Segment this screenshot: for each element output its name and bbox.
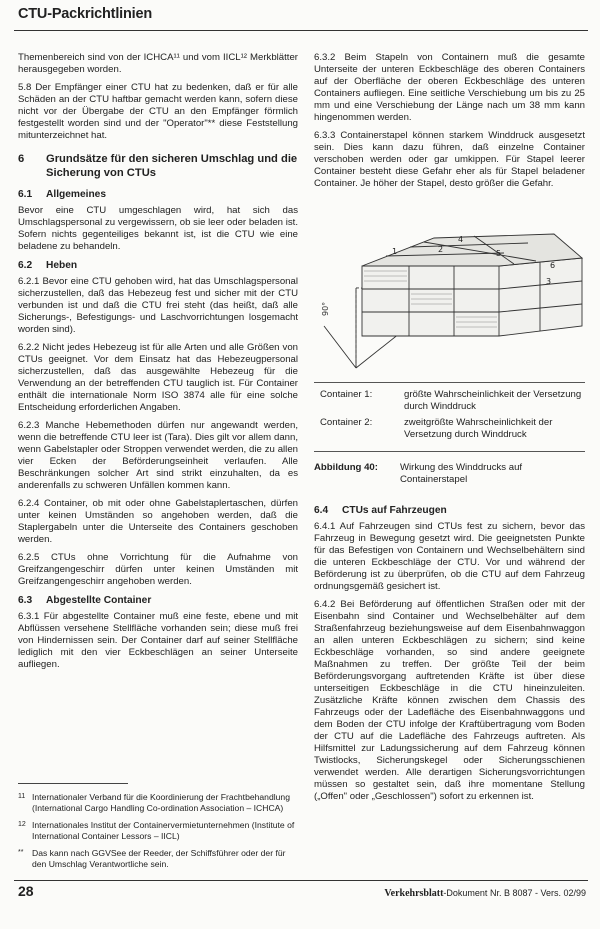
figure-legend — [314, 382, 585, 452]
paragraph-6-4-1: 6.4.1 Auf Fahrzeugen sind CTUs fest zu sichern, bevor das Fahrzeug in Bewegung gesetzt wird. Die geeignetsten Punkte für das Befestigen von Containern und Wechselbehältern sind die unteren Eckbeschläge der CTU. Vor und während der Beförderung ist zu überprüfen, ob die CTU auf dem Fahrzeug ordnungsgemäß gesichert ist. — [314, 521, 585, 592]
paragraph-6-2-3: 6.2.3 Manche Hebemethoden dürfen nur angewandt werden, wenn die betreffende CTU leer ist (Tara). Dies gilt vor allem dann, wenn Gabelstapler oder Stroppen verwendet werden, die zu allen vier Ecken der Beförderungseinheit verlaufen. Alle Beschränkungen solcher Art sind strikt einzuhalten, da es anderenfalls zu schweren Unfällen kommen kann. — [18, 420, 298, 491]
subsection-title: Allgemeines — [46, 189, 107, 200]
paragraph-intro: Themenbereich sind von der ICHCA¹¹ und vom IICL¹² Merkblätter herausgegeben worden. — [18, 52, 298, 75]
container-number-3: 3 — [546, 277, 552, 286]
footnote-11 — [18, 792, 298, 814]
footer-doc-name: Verkehrsblatt — [384, 888, 444, 899]
subsection-number: 6.2 — [18, 260, 33, 271]
container-number-6: 6 — [550, 261, 556, 270]
section-heading-6 — [18, 152, 298, 180]
legend-key: Container 2: — [320, 417, 373, 428]
footnote-mark: 12 — [18, 821, 26, 828]
right-column — [314, 52, 585, 809]
paragraph-6-1: Bevor eine CTU umgeschlagen wird, hat sich das Umschlagspersonal zu vergewissern, ob sie leer oder beladen ist. Sofern nichts gegenteiliges bekannt ist, ist die CTU wie eine beladene zu behandeln. — [18, 205, 298, 252]
paragraph-6-2-1: 6.2.1 Bevor eine CTU gehoben wird, hat das Umschlagspersonal sicherzustellen, daß das Hebezeug fest und sicher mit der CTU verbunden ist und daß die CTU frei steht (das heißt, daß alle Sicherungs-, Befestigungs- und Laschvorrichtungen losgemacht worden sind). — [18, 276, 298, 335]
paragraph-6-2-5: 6.2.5 CTUs ohne Vorrichtung für die Aufnahme von Greifzangengeschirr dürfen unter keinen Umständen mit Greifzangengeschirr angehoben werden. — [18, 552, 298, 587]
container-number-2: 2 — [438, 245, 444, 254]
subsection-title: Heben — [46, 260, 78, 271]
footnote-mark: ** — [18, 849, 24, 856]
footnote-text: Internationaler Verband für die Koordinierung der Frachtbehandlung (International Cargo Handling Co-ordination Association – ICHCA) — [32, 792, 290, 813]
subsection-heading-6-3 — [18, 594, 298, 607]
footer-doc-rest: -Dokument Nr. B 8087 - Vers. 02/99 — [443, 888, 586, 898]
page-number: 28 — [18, 883, 34, 899]
section-title: Grundsätze für den sicheren Umschlag und die Sicherung von CTUs — [46, 153, 298, 179]
paragraph-6-3-3: 6.3.3 Containerstapel können starkem Winddruck ausgesetzt sein. Dies kann dazu führen, daß einzelne Container verschoben werden oder gar umkippen. Für Stapel leerer Container besteht diese Gefahr eher als für Stapel beladener Container. Je höher der Stapel, desto größer die Gefahr. — [314, 130, 585, 189]
figure-caption-label: Abbildung 40: — [314, 462, 378, 473]
paragraph-6-2-2: 6.2.2 Nicht jedes Hebezeug ist für alle Arten und alle Größen von CTUs geeignet. Vor dem Einsatz hat das Hebezeugpersonal sicherzustellen, daß das ausgewählte Hebezeug für die Verwendung an der betreffenden CTU tauglich ist. Für Container enthält die internationale Norm ISO 3874 alle für eine solche Entscheidung erforderlichen Angaben. — [18, 342, 298, 413]
legend-text: größte Wahrscheinlichkeit der Versetzung durch Winddruck — [404, 389, 582, 412]
subsection-title: Abgestellte Container — [46, 595, 152, 606]
footer-rule — [14, 880, 588, 881]
legend-row-container-1 — [320, 389, 585, 413]
left-column — [18, 52, 298, 677]
container-stack-illustration — [314, 196, 585, 376]
subsection-number: 6.3 — [18, 595, 33, 606]
legend-row-container-2 — [320, 417, 585, 441]
footnote-text: Internationales Institut der Containervermietunternehmen (Institute of International Container Lessors – IICL) — [32, 820, 295, 841]
footnote-text: Das kann nach GGVSee der Reeder, der Schiffsführer oder der für den Umschlag Verantwortliche sein. — [32, 848, 286, 869]
container-number-4: 4 — [458, 235, 464, 244]
page-header-title: CTU-Packrichtlinien — [18, 6, 152, 22]
subsection-heading-6-4 — [314, 504, 585, 517]
legend-text: zweitgrößte Wahrscheinlichkeit der Versetzung durch Winddruck — [404, 417, 553, 440]
footnote-asterisk — [18, 848, 298, 870]
footnote-mark: 11 — [18, 793, 26, 800]
footnote-12 — [18, 820, 298, 842]
figure-caption — [314, 462, 585, 486]
subsection-number: 6.1 — [18, 189, 33, 200]
paragraph-5-8: 5.8 Der Empfänger einer CTU hat zu bedenken, daß er für alle Schäden an der CTU haftbar gemacht werden kann, sofern diese nicht vor der Übergabe der CTU an den Empfänger förmlich festgestellt worden sind und der "Operator"** diese Feststellung mitunterzeichnet hat. — [18, 82, 298, 141]
wind-angle-label: 90° — [321, 301, 330, 316]
paragraph-6-4-2: 6.4.2 Bei Beförderung auf öffentlichen Straßen oder mit der Eisenbahn sind Container und Wechselbehälter auf dem Straßenfahrzeug beziehungsweise auf dem Eisenbahnwaggon an allen unteren Eckbeschlägen zu sichern; sind keine Eckbeschläge vorhanden, so sind andere geeignete Maßnahmen zu treffen. Der größte Teil der beim Beförderungsvorgang auftretenden Kräfte ist über diese unterseitigen Eckbeschläge in die CTU hineinzuleiten. Zusätzliche Kräfte können zwischen dem Chassis des Fahrzeugs oder der Ladefläche des Eisenbahnwaggons und dem Boden der CTU infolge der Kraftübertragung vom Boden der CTU auf die Ladefläche des Fahrzeugs auftreten. Als Hilfsmittel zur Ladungssicherung auf dem Fahrzeug können Twistlocks, Sicherungskegel oder Sicherungsschienen verwendet werden. Alle derartigen Sicherungsvorrichtungen müssen so gestaltet sein, daß ihre momentane Stellung („Offen" oder „Geschlossen") sofort zu erkennen ist. — [314, 599, 585, 802]
paragraph-6-3-2: 6.3.2 Beim Stapeln von Containern muß die gesamte Unterseite der unteren Eckbeschläge des oberen Containers auf der Oberfläche der oberen Eckbeschläge des unteren Containers aufliegen. Eine seitliche Verschiebung um bis zu 25 mm und eine Verschiebung der Länge nach um 38 mm kann hingenommen werden. — [314, 52, 585, 123]
header-rule — [14, 30, 588, 31]
footer-document-reference — [384, 888, 586, 899]
section-number: 6 — [18, 153, 25, 165]
paragraph-6-3-1: 6.3.1 Für abgestellte Container muß eine feste, ebene und mit Abflüssen versehene Stellfläche vorhanden sein; diese muß frei von Hindernissen sein. Der Container darf auf seiner Stellfläche lediglich mit den vier Eckbeschlägen an seiner Unterseite aufliegen. — [18, 611, 298, 670]
footnote-rule — [18, 783, 128, 784]
subsection-title: CTUs auf Fahrzeugen — [342, 505, 447, 516]
subsection-number: 6.4 — [314, 505, 329, 516]
figure-caption-text: Wirkung des Winddrucks auf Containerstapel — [400, 462, 523, 485]
container-number-5: 5 — [496, 249, 502, 258]
paragraph-6-2-4: 6.2.4 Container, ob mit oder ohne Gabelstaplertaschen, dürfen unter keinen Umständen so angehoben werden, daß die Staplergabeln unter die Unterseite des Containers geschoben werden. — [18, 498, 298, 545]
subsection-heading-6-1 — [18, 188, 298, 201]
footnotes — [18, 783, 298, 876]
subsection-heading-6-2 — [18, 259, 298, 272]
container-number-1: 1 — [392, 247, 398, 256]
container-stack-figure — [314, 196, 585, 376]
legend-key: Container 1: — [320, 389, 373, 400]
